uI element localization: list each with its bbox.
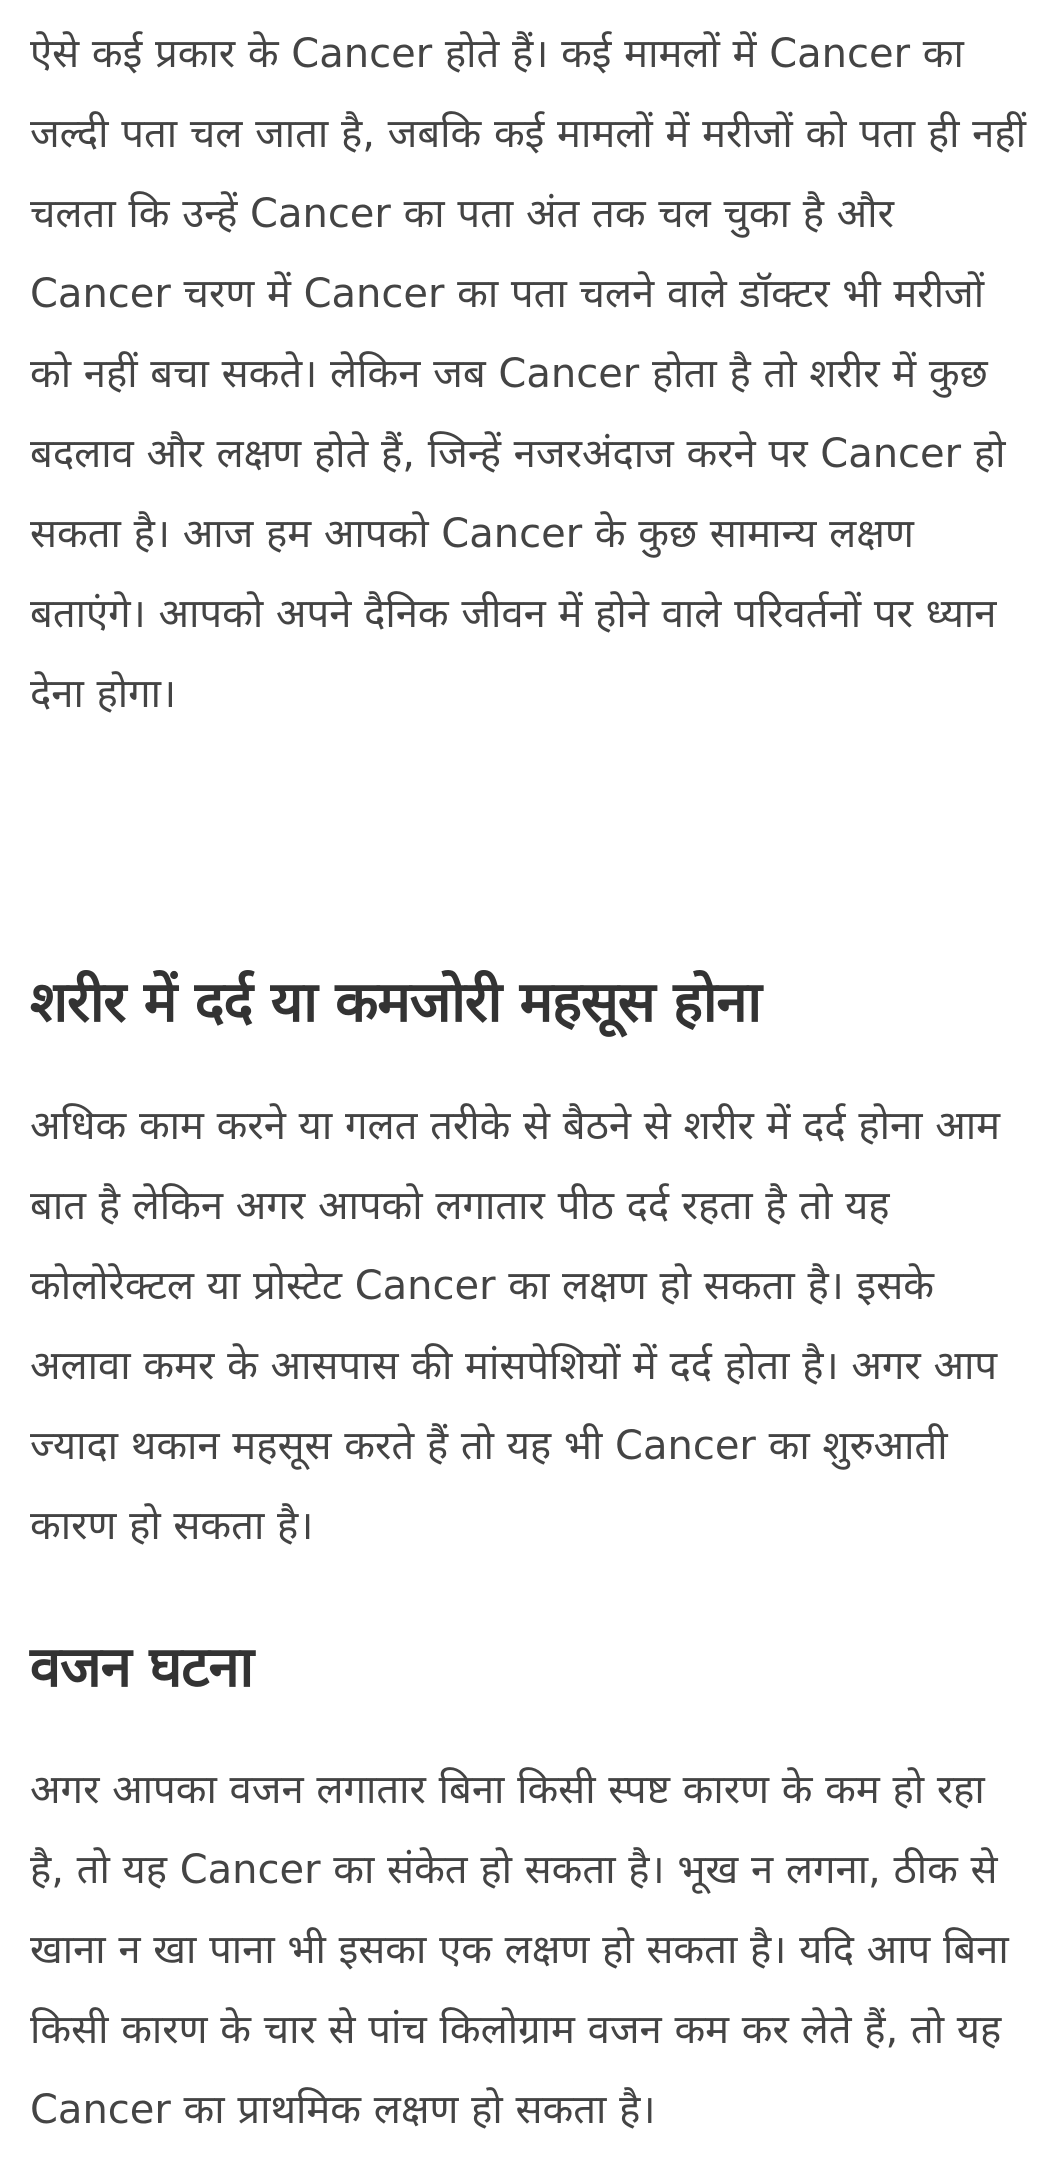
section-paragraph-weight-loss: अगर आपका वजन लगातार बिना किसी स्पष्ट कारण के कम हो रहा है, तो यह Cancer का संकेत हो सकता है। भूख न लगना, ठीक से खाना न खा पाना भी इसका एक लक्षण हो सकता है। यदि आप बिना किसी कारण के चार से पांच किलोग्राम वजन कम कर लेते हैं, तो यह Cancer का प्राथमिक लक्षण हो सकता है। bbox=[30, 1767, 1009, 2133]
section-heading-weight-loss: वजन घटना bbox=[30, 1635, 254, 1700]
intro-paragraph: ऐसे कई प्रकार के Cancer होते हैं। कई मामलों में Cancer का जल्दी पता चल जाता है, जबकि कई मामलों में मरीजों को पता ही नहीं चलता कि उन्हें Cancer का पता अंत तक चल चुका है और Cancer चरण में Cancer का पता चलने वाले डॉक्टर भी मरीजों को नहीं बचा सकते। लेकिन जब Cancer होता है तो शरीर में कुछ बदलाव और लक्षण होते हैं, जिन्हें नजरअंदाज करने पर Cancer हो सकता है। आज हम आपको Cancer के कुछ सामान्य लक्षण बताएंगे। आपको अपने दैनिक जीवन में होने वाले परिवर्तनों पर ध्यान देना होगा। bbox=[30, 31, 1026, 717]
section-paragraph-body-pain: अधिक काम करने या गलत तरीके से बैठने से शरीर में दर्द होना आम बात है लेकिन अगर आपको लगातार पीठ दर्द रहता है तो यह कोलोरेक्टल या प्रोस्टेट Cancer का लक्षण हो सकता है। इसके अलावा कमर के आसपास की मांसपेशियों में दर्द होता है। अगर आप ज्यादा थकान महसूस करते हैं तो यह भी Cancer का शुरुआती कारण हो सकता है। bbox=[30, 1103, 1001, 1549]
section-heading-body-pain: शरीर में दर्द या कमजोरी महसूस होना bbox=[30, 970, 762, 1035]
